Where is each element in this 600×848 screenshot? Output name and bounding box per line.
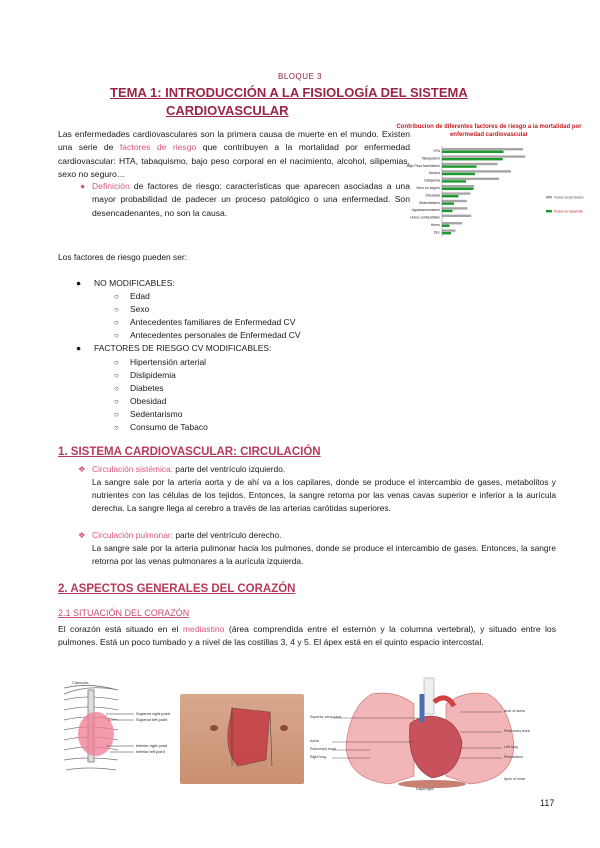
circulacion-pulmonar [78, 529, 556, 568]
chart-category-label: Agua/saneamiento [411, 208, 440, 213]
chart-category-label: Bajo Peso Nacimiento [406, 163, 440, 168]
circle-bullet-icon: ○ [114, 370, 119, 380]
chart-bar [442, 210, 453, 212]
chart-bar [442, 151, 504, 153]
risk-factor-lists [58, 277, 378, 434]
list-item [58, 316, 378, 329]
section-1-title: 1. SISTEMA CARDIOVASCULAR: CIRCULACIÓN [58, 446, 321, 458]
title-line-1: TEMA 1: INTRODUCCIÓN A LA FISIOLOGÍA DEL SISTEMA [110, 85, 468, 100]
circle-bullet-icon: ○ [114, 383, 119, 393]
list-item [58, 382, 378, 395]
arch-aorta-label: Arch of aorta [504, 709, 525, 713]
list-item [58, 303, 378, 316]
chart-bar [442, 163, 498, 165]
list-item-text: Antecedentes familiares de Enfermedad CV [130, 317, 296, 328]
title-line-2: CARDIOVASCULAR [166, 103, 289, 118]
list-item [58, 290, 378, 303]
circle-bullet-icon: ○ [114, 318, 119, 328]
list-item-text: Obesidad [130, 395, 167, 406]
list-item-text: Dislipidemia [130, 369, 176, 380]
chart-category-label: Obesidad [425, 193, 440, 198]
circle-bullet-icon: ○ [114, 292, 119, 302]
sistemica-text: La sangre sale por la arteria aorta y de ahí va a los capilares, donde se produce el intercambio de gases, metabolitos y nutrientes con las células de los tejidos. Entonces, la sangre retorna por las venas cavas superior e inferior a la aurícula derecha. La sangre llega al cerebro a través de las arterias carótidas superiores. [92, 477, 556, 514]
page-number: 117 [540, 798, 555, 808]
chart-bar [442, 148, 523, 150]
chart-bar [442, 173, 475, 175]
bullet-icon: ● [80, 181, 86, 191]
sistemica-term: Circulación sistémica: [92, 464, 173, 474]
chart-bar [442, 188, 474, 190]
list-heading-modificables [58, 342, 378, 355]
thorax-drawing [58, 676, 178, 792]
chart-bar [442, 207, 468, 209]
svc-label: Superior vena cava [310, 715, 341, 719]
factores-intro: Los factores de riesgo pueden ser: [58, 252, 187, 262]
circle-bullet-icon: ○ [114, 396, 119, 406]
chart-bar [442, 158, 503, 160]
right-lung-label: Right lung [310, 755, 327, 759]
pericardium-label: Pericardium [504, 755, 524, 759]
list-item-text: Edad [130, 291, 150, 302]
left-lung-label: Left lung [504, 745, 518, 749]
pulmonar-head: parte del ventrículo derecho. [173, 530, 282, 540]
situacion-text-b: (área comprendida entre el esternón y la columna vertebral), y situado entre los pulmones. Está un poco tumbado y a nivel de las costillas 3, 4 y 5. El ápex está en el quinto espacio intercostal. [58, 624, 556, 648]
list-item-text: Diabetes [130, 382, 164, 393]
circle-bullet-icon: ○ [114, 409, 119, 419]
chart-category-label: Zinc [433, 230, 440, 235]
chart-bar [442, 232, 451, 234]
list-item-text: Hipertensión arterial [130, 356, 207, 367]
list-item [58, 421, 378, 434]
chart-bar [442, 165, 477, 167]
inferior-left-label: Inferior left point [136, 749, 165, 754]
section-2-title: 2. ASPECTOS GENERALES DEL CORAZÓN [58, 583, 296, 595]
chart-bar [442, 180, 466, 182]
list-item [58, 329, 378, 342]
circle-bullet-icon: ○ [114, 331, 119, 341]
diamond-icon: ❖ [78, 464, 86, 474]
chart-category-label: Sedentarismo [419, 200, 440, 205]
situacion-text-a: El corazón está situado en el [58, 624, 183, 634]
page-title [110, 84, 530, 120]
chart-category-label: Dislipemia [424, 178, 440, 183]
section-2-1-title: 2.1 SITUACIÓN DEL CORAZÓN [58, 608, 190, 618]
torso-drawing [180, 694, 304, 784]
chart-bar [442, 195, 459, 197]
pulmonar-text: La sangre sale por la arteria pulmonar hacia los pulmones, donde se produce el intercambio de gases. Entonces, la sangre retorna por las venas pulmonares a la aurícula izquierda. [92, 543, 556, 567]
chart-category-label: Humo combustibles [410, 215, 440, 220]
heart-lungs-diagram [310, 676, 550, 792]
torso-photo [180, 694, 304, 784]
chart-legend-label: Países en desarrollo [554, 209, 584, 214]
chart-bar [442, 225, 450, 227]
chart-bar [442, 202, 454, 204]
intro-paragraph [58, 128, 410, 182]
chart-bar [442, 200, 467, 202]
sistemica-head: parte del ventrículo izquierdo. [172, 464, 286, 474]
definition-text: de factores de riesgo: características que aparecen asociadas a una mayor probabilidad de padecer un proceso patológico o una enfermedad. Son desencadenantes, no son la causa. [92, 181, 410, 218]
bullet-icon: ● [76, 278, 82, 288]
chart-bar [442, 229, 456, 231]
chart-bar [442, 178, 499, 180]
chart-category-label: Hierro [430, 223, 440, 227]
chart-category-label: Alcohol [428, 171, 440, 176]
chart-bar [442, 170, 511, 172]
chart-legend-swatch [546, 210, 552, 212]
chart-bar [442, 185, 474, 187]
intro-text-b: que contribuyen a la mortalidad por enfermedad cardiovascular: HTA, tabaquismo, bajo peso corporal en el nacimiento, alcohol, silipemias, sexo no seguro… [58, 142, 411, 180]
intro-text-a: Las enfermedades cardiovasculares son la primera causa de muerte en el mundo. Existen una serie de [58, 129, 410, 153]
list-heading-text: FACTORES DE RIESGO CV MODIFICABLES: [94, 343, 272, 354]
chart-bar [442, 222, 462, 224]
heart-lungs-drawing [310, 676, 550, 792]
diaphragm-label: Diaphragm [416, 787, 434, 791]
list-heading-text: NO MODIFICABLES: [94, 278, 175, 288]
circulacion-sistemica [78, 463, 556, 515]
chart-category-label: HTA [433, 149, 440, 153]
situacion-paragraph [58, 623, 556, 650]
chart-category-label: Sexo no seguro [416, 186, 440, 190]
list-item-text: Sexo [130, 304, 150, 315]
chart-category-label: Tabaquismo [421, 156, 440, 161]
list-heading-no-modificables [58, 277, 378, 290]
inferior-right-label: Inferior right point [136, 743, 168, 748]
list-item [58, 369, 378, 382]
chart-legend-swatch [546, 196, 552, 198]
pulmonary-trunk-right-label: Pulmonary trunk [504, 729, 531, 733]
list-item-text: Antecedentes personales de Enfermedad CV [130, 330, 301, 341]
thorax-diagram [58, 676, 178, 792]
circle-bullet-icon: ○ [114, 423, 119, 433]
risk-factor-chart [396, 124, 584, 235]
mediastino-link: mediastino [182, 624, 225, 634]
chart-legend-label: Países desarrollados [554, 195, 584, 200]
definition-term: Definición [92, 181, 130, 191]
chart-bar [442, 155, 525, 157]
pulmonary-trunk-label: Pulmonary trunk [310, 747, 337, 751]
apex-label: Apex of heart [504, 777, 526, 781]
aorta-label: Aorta [310, 739, 319, 743]
chart-title: Contribucion de diferentes factores de riesgo a la mortalidad por enfermedad cardiovascular [396, 124, 582, 138]
circle-bullet-icon: ○ [114, 305, 119, 315]
list-item-text: Sedentarismo [130, 408, 183, 419]
list-item [58, 408, 378, 421]
chart-plot [396, 124, 584, 235]
pulmonar-term: Circulación pulmonar: [92, 530, 173, 540]
circle-bullet-icon: ○ [114, 357, 119, 367]
bullet-icon: ● [76, 343, 82, 354]
diamond-icon: ❖ [78, 530, 86, 540]
superior-left-label: Superior left point [136, 717, 168, 722]
chart-bar [442, 215, 471, 217]
superior-right-label: Superior right point [136, 711, 170, 716]
list-item [58, 356, 378, 369]
clavicula-label: Clavícula [72, 680, 89, 685]
definition-item [80, 180, 410, 220]
factores-link: factores de riesgo [119, 142, 197, 153]
list-item-text: Consumo de Tabaco [130, 422, 208, 433]
chart-bar [442, 192, 471, 194]
list-item [58, 395, 378, 408]
block-label: BLOQUE 3 [277, 72, 322, 81]
